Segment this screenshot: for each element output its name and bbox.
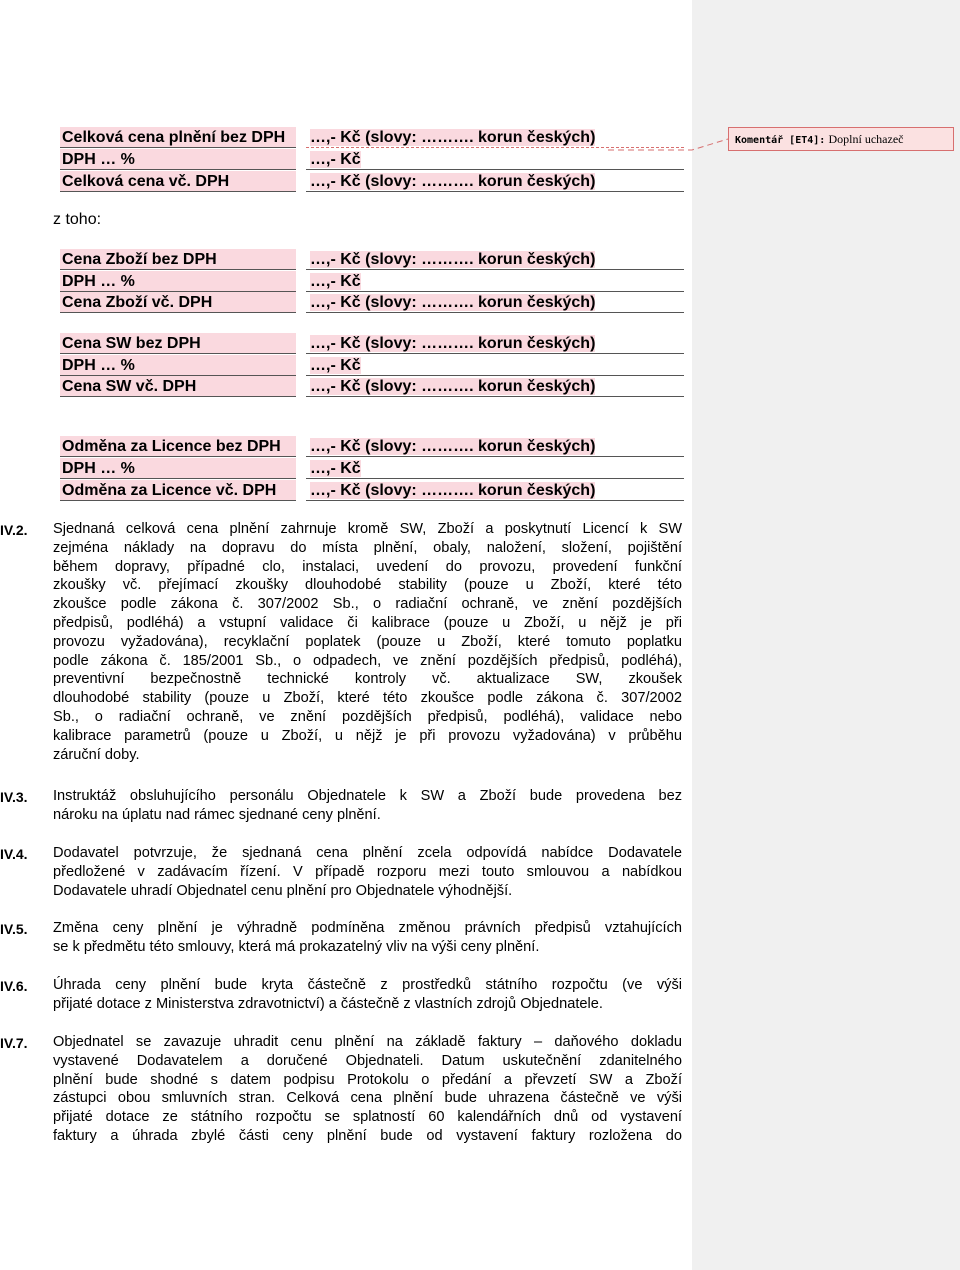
section-text-iv3 <box>53 787 682 825</box>
text-line: zkoušky vč. přejímací zkoušky dlouhodobé stability (pouze u Zboží, které této <box>53 577 682 594</box>
text-line: zástupci obou smluvních stran. Celková cena plnění bude uhrazena částečně ve výši <box>53 1090 682 1107</box>
text-line: záruční doby. <box>53 746 140 763</box>
text-line: přijaté dotace z Ministerstva zdravotnictví) a částečně z vlastních zdrojů Objednatele. <box>53 995 603 1012</box>
comment-tag: Komentář [ET4]: <box>735 135 826 146</box>
total-with-vat-label: Celková cena vč. DPH <box>60 171 296 192</box>
text-line: Sjednaná celková cena plnění zahrnuje kromě SW, Zboží a poskytnutí Licencí k SW <box>53 521 682 537</box>
text-line: podle zákona č. 185/2001 Sb., o odpadech, ve znění pozdějších předpisů, podléhá), <box>53 652 682 669</box>
text-line: se k předmětu této smlouvy, která má prokazatelný vliv na výši ceny plnění. <box>53 938 540 955</box>
sw-vat-value-text: …,- Kč <box>310 357 361 374</box>
section-number-iv7: IV.7. <box>0 1035 28 1051</box>
zbozi-with-vat-value[interactable] <box>306 292 684 313</box>
section-number-iv2: IV.2. <box>0 522 28 538</box>
licence-without-vat-value-text: …,- Kč (slovy: ………. korun českých) <box>310 438 596 455</box>
total-vat-value-text: …,- Kč <box>310 151 361 168</box>
section-text-iv7 <box>53 1033 682 1146</box>
sw-vat-value[interactable] <box>306 355 684 376</box>
zbozi-with-vat-label: Cena Zboží vč. DPH <box>60 292 296 313</box>
text-line: kalibrace parametrů (pouze u Zboží, u nějž je při provozu vyžadována) v průběhu <box>53 727 682 744</box>
zbozi-without-vat-value-text: …,- Kč (slovy: ………. korun českých) <box>310 251 596 268</box>
text-line: provozu vyžadována), recyklační poplatek (pouze u Zboží, které tomuto poplatku <box>53 633 682 650</box>
section-number-iv5: IV.5. <box>0 921 28 937</box>
text-line: přijaté dotace ze státního rozpočtu se splatností 60 kalendářních dnů od vystavení <box>53 1109 682 1126</box>
comment-balloon[interactable] <box>728 127 954 151</box>
licence-vat-value-text: …,- Kč <box>310 460 361 477</box>
licence-without-vat-value[interactable] <box>306 436 684 457</box>
total-with-vat-value[interactable] <box>306 171 684 192</box>
zbozi-without-vat-value[interactable] <box>306 249 684 270</box>
licence-with-vat-value[interactable] <box>306 480 684 501</box>
licence-without-vat-label: Odměna za Licence bez DPH <box>60 436 296 457</box>
zbozi-vat-value[interactable] <box>306 271 684 292</box>
licence-vat-label: DPH … % <box>60 458 296 479</box>
text-line: zejména náklady na dopravu do místa plnění, obaly, naložení, složení, pojištění <box>53 539 682 556</box>
sw-with-vat-value[interactable] <box>306 376 684 397</box>
total-without-vat-label: Celková cena plnění bez DPH <box>60 127 296 148</box>
total-with-vat-value-text: …,- Kč (slovy: ………. korun českých) <box>310 173 596 190</box>
section-number-iv3: IV.3. <box>0 789 28 805</box>
licence-with-vat-label: Odměna za Licence vč. DPH <box>60 480 296 501</box>
text-line: plnění bude shodné s datem podpisu Protokolu o předání a převzetí SW a Zboží <box>53 1071 682 1088</box>
section-text-iv5 <box>53 919 682 957</box>
sw-without-vat-value-text: …,- Kč (slovy: ………. korun českých) <box>310 335 596 352</box>
text-line: předpisů, podléhá) a vstupní validace či kalibrace (pouze u Zboží, u nějž je při <box>53 614 682 631</box>
section-text-iv4 <box>53 844 682 900</box>
sw-without-vat-value[interactable] <box>306 333 684 354</box>
zbozi-with-vat-value-text: …,- Kč (slovy: ………. korun českých) <box>310 294 596 311</box>
text-line: Změna ceny plnění je výhradně podmíněna změnou právních předpisů vztahujících <box>53 920 682 936</box>
zbozi-vat-label: DPH … % <box>60 271 296 292</box>
sw-without-vat-label: Cena SW bez DPH <box>60 333 296 354</box>
text-line: během dopravy, případné clo, instalaci, uvedení do provozu, provedení funkční <box>53 558 682 575</box>
comment-margin-pane <box>692 0 960 1270</box>
section-number-iv6: IV.6. <box>0 978 28 994</box>
text-line: nároku na úplatu nad rámec sjednané ceny plnění. <box>53 806 381 823</box>
total-without-vat-value[interactable] <box>306 127 684 148</box>
text-line: vystavené Dodavatelem a doručené Objednateli. Datum uskutečnění zdanitelného <box>53 1052 682 1069</box>
text-line: Úhrada ceny plnění bude kryta částečně z prostředků státního rozpočtu (ve výši <box>53 977 682 993</box>
text-line: Dodavatele uhradí Objednatel cenu plnění pro Objednatele výhodnější. <box>53 882 513 899</box>
total-without-vat-value-text: …,- Kč (slovy: ………. korun českých) <box>310 129 596 146</box>
comment-text: Doplní uchazeč <box>828 132 904 146</box>
section-text-iv2 <box>53 520 682 764</box>
text-line: předložené v zadávacím řízení. V případě rozporu mezi touto smlouvou a nabídkou <box>53 863 682 880</box>
text-line: faktury a úhrada zbylé části ceny plnění bude od vystavení faktury rozložena do <box>53 1127 682 1144</box>
zbozi-without-vat-label: Cena Zboží bez DPH <box>60 249 296 270</box>
text-line: Sb., o radiační ochraně, ve znění pozdějších předpisů, podléhá), validace nebo <box>53 708 682 725</box>
text-line: Objednatel se zavazuje uhradit cenu plnění na základě faktury – daňového dokladu <box>53 1034 682 1050</box>
sw-with-vat-label: Cena SW vč. DPH <box>60 376 296 397</box>
text-line: preventivní bezpečnostně technické kontroly vč. aktualizace SW, zkoušek <box>53 671 682 688</box>
z-toho-label: z toho: <box>53 211 102 228</box>
licence-with-vat-value-text: …,- Kč (slovy: ………. korun českých) <box>310 482 596 499</box>
text-line: Dodavatel potvrzuje, že sjednaná cena plnění zcela odpovídá nabídce Dodavatele <box>53 845 682 861</box>
total-vat-value[interactable] <box>306 149 684 170</box>
licence-vat-value[interactable] <box>306 458 684 479</box>
text-line: dlouhodobé stability (pouze u Zboží, které této zkoušce podle zákona č. 307/2002 <box>53 690 682 707</box>
sw-vat-label: DPH … % <box>60 355 296 376</box>
sw-with-vat-value-text: …,- Kč (slovy: ………. korun českých) <box>310 378 596 395</box>
section-number-iv4: IV.4. <box>0 846 28 862</box>
total-vat-label: DPH … % <box>60 149 296 170</box>
section-text-iv6 <box>53 976 682 1014</box>
zbozi-vat-value-text: …,- Kč <box>310 273 361 290</box>
text-line: Instruktáž obsluhujícího personálu Objednatele k SW a Zboží bude provedena bez <box>53 788 682 804</box>
text-line: zkoušce podle zákona č. 307/2002 Sb., o radiační ochraně, ve znění pozdějších <box>53 596 682 613</box>
